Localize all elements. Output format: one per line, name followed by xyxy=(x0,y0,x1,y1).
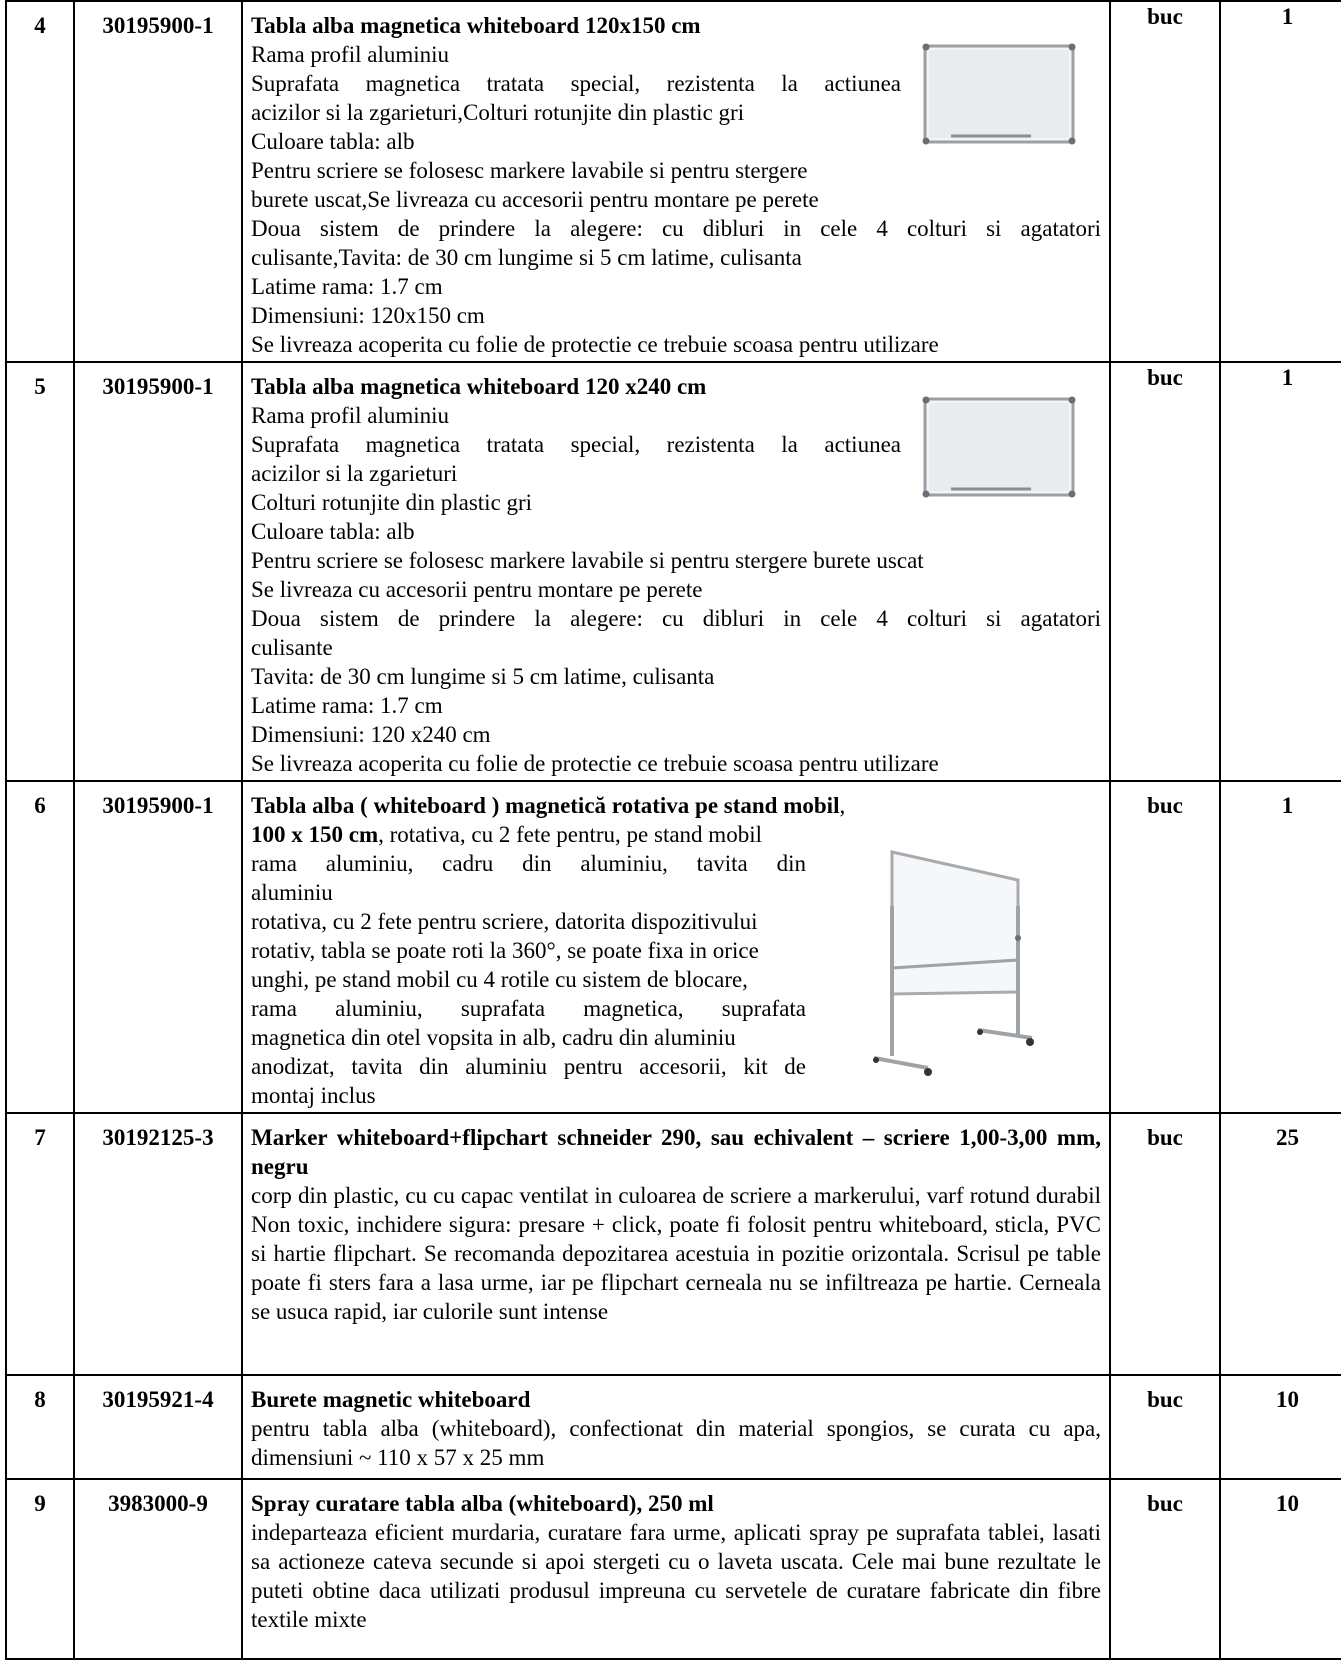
desc-line: Latime rama: 1.7 cm xyxy=(251,693,443,718)
item-number: 7 xyxy=(6,1113,74,1375)
table-row xyxy=(6,1375,1341,1479)
item-description xyxy=(242,1375,1110,1479)
item-title: Tabla alba magnetica whiteboard 120x150 cm xyxy=(251,13,701,38)
desc-line: Pentru scriere se folosesc markere lavabile si pentru stergere xyxy=(251,158,808,183)
item-title: Burete magnetic whiteboard xyxy=(251,1387,531,1412)
desc-line: aluminiu xyxy=(251,880,333,905)
desc-line: Dimensiuni: 120 x240 cm xyxy=(251,722,491,747)
rotating-whiteboard-image xyxy=(868,846,1038,1086)
desc-line: culisante,Tavita: de 30 cm lungime si 5 cm latime, culisanta xyxy=(251,245,802,270)
item-text: pentru tabla alba (whiteboard), confectionat din material spongios, se curata cu apa, dimensiuni ~ 110 x 57 x 25 mm xyxy=(251,1416,1101,1470)
item-number: 4 xyxy=(6,1,74,362)
item-title: Spray curatare tabla alba (whiteboard), 250 ml xyxy=(251,1491,714,1516)
desc-line: culisante xyxy=(251,635,333,660)
cpv-code: 30192125-3 xyxy=(74,1113,242,1375)
desc-line: Dimensiuni: 120x150 cm xyxy=(251,303,485,328)
product-spec-table xyxy=(5,0,1341,1660)
item-description xyxy=(242,1113,1110,1375)
desc-line: Doua sistem de prindere la alegere: cu dibluri in cele 4 colturi si agatatori xyxy=(251,216,1101,241)
desc-line: unghi, pe stand mobil cu 4 rotile cu sistem de blocare, xyxy=(251,967,748,992)
desc-line: rama aluminiu, suprafata magnetica, suprafata xyxy=(251,996,806,1021)
desc-line: Pentru scriere se folosesc markere lavabile si pentru stergere burete uscat xyxy=(251,548,924,573)
table-row xyxy=(6,1,1341,362)
desc-line: Tavita: de 30 cm lungime si 5 cm latime, culisanta xyxy=(251,664,715,689)
unit-cell: buc xyxy=(1110,1113,1220,1375)
unit-cell: buc xyxy=(1110,781,1220,1113)
desc-line: Colturi rotunjite din plastic gri xyxy=(251,490,533,515)
desc-line: acizilor si la zgarieturi,Colturi rotunjite din plastic gri xyxy=(251,100,745,125)
item-title: Tabla alba magnetica whiteboard 120 x240 cm xyxy=(251,374,707,399)
cpv-code: 30195900-1 xyxy=(74,781,242,1113)
desc-line: Se livreaza cu accesorii pentru montare pe perete xyxy=(251,577,703,602)
desc-line: Suprafata magnetica tratata special, rezistenta la actiunea xyxy=(251,432,901,457)
unit-cell: buc xyxy=(1110,362,1220,781)
desc-line: Se livreaza acoperita cu folie de protectie ce trebuie scoasa pentru utilizare xyxy=(251,751,939,776)
cpv-code: 3983000-9 xyxy=(74,1479,242,1659)
quantity-cell: 1 xyxy=(1220,1,1341,362)
quantity-cell: 10 xyxy=(1220,1479,1341,1659)
unit-cell: buc xyxy=(1110,1,1220,362)
whiteboard-image xyxy=(921,393,1079,501)
item-number: 6 xyxy=(6,781,74,1113)
desc-line: Suprafata magnetica tratata special, rezistenta la actiunea xyxy=(251,71,901,96)
desc-line: rotativ, tabla se poate roti la 360°, se poate fixa in orice xyxy=(251,938,759,963)
cpv-code: 30195900-1 xyxy=(74,1,242,362)
quantity-cell: 25 xyxy=(1220,1113,1341,1375)
cpv-code: 30195921-4 xyxy=(74,1375,242,1479)
table-row xyxy=(6,1113,1341,1375)
desc-line: Culoare tabla: alb xyxy=(251,519,415,544)
item-description xyxy=(242,781,1110,1113)
quantity-cell: 1 xyxy=(1220,362,1341,781)
desc-line: anodizat, tavita din aluminiu pentru accesorii, kit de xyxy=(251,1054,806,1079)
item-number: 5 xyxy=(6,362,74,781)
desc-line: Doua sistem de prindere la alegere: cu dibluri in cele 4 colturi si agatatori xyxy=(251,606,1101,631)
item-number: 9 xyxy=(6,1479,74,1659)
table-row xyxy=(6,362,1341,781)
item-size: 100 x 150 cm xyxy=(251,822,379,847)
size-rest: , rotativa, cu 2 fete pentru, pe stand mobil xyxy=(378,822,762,847)
unit-cell: buc xyxy=(1110,1479,1220,1659)
quantity-cell: 10 xyxy=(1220,1375,1341,1479)
desc-line: acizilor si la zgarieturi xyxy=(251,461,458,486)
item-text: indeparteaza eficient murdaria, curatare fara urme, aplicati spray pe suprafata tablei, lasati sa actioneze cateva secunde si apoi stergeti cu o laveta uscata. Cele mai bune rezultate le puteti obtine daca utilizati produsul impreuna cu servetele de curatare fabricate din fibre textile mixte xyxy=(251,1520,1101,1632)
table-row xyxy=(6,1479,1341,1659)
desc-line: Rama profil aluminiu xyxy=(251,403,450,428)
item-description xyxy=(242,1479,1110,1659)
desc-line: magnetica din otel vopsita in alb, cadru din aluminiu xyxy=(251,1025,736,1050)
desc-line: Latime rama: 1.7 cm xyxy=(251,274,443,299)
item-description xyxy=(242,1,1110,362)
desc-line: rotativa, cu 2 fete pentru scriere, datorita dispozitivului xyxy=(251,909,758,934)
desc-line: montaj inclus xyxy=(251,1083,376,1108)
item-number: 8 xyxy=(6,1375,74,1479)
cpv-code: 30195900-1 xyxy=(74,362,242,781)
whiteboard-image xyxy=(921,40,1079,148)
desc-line: Culoare tabla: alb xyxy=(251,129,415,154)
title-suffix: , xyxy=(839,793,846,818)
desc-line: burete uscat,Se livreaza cu accesorii pentru montare pe perete xyxy=(251,187,819,212)
item-title: Marker whiteboard+flipchart schneider 290, sau echivalent – scriere 1,00-3,00 mm, negru xyxy=(251,1125,1101,1179)
table-row xyxy=(6,781,1341,1113)
quantity-cell: 1 xyxy=(1220,781,1341,1113)
unit-cell: buc xyxy=(1110,1375,1220,1479)
item-description xyxy=(242,362,1110,781)
desc-line: Se livreaza acoperita cu folie de protectie ce trebuie scoasa pentru utilizare xyxy=(251,332,939,357)
desc-line: rama aluminiu, cadru din aluminiu, tavita din xyxy=(251,851,806,876)
desc-line: Rama profil aluminiu xyxy=(251,42,450,67)
item-title: Tabla alba ( whiteboard ) magnetică rotativa pe stand mobil xyxy=(251,793,840,818)
item-text: corp din plastic, cu cu capac ventilat in culoarea de scriere a markerului, varf rotund durabil Non toxic, inchidere sigura: presare + click, poate fi folosit pentru whiteboard, sticla, PVC si hartie flipchart. Se recomanda depozitarea acestuia in pozitie orizontala. Scrisul pe table poate fi sters fara a lasa urme, iar pe flipchart cerneala nu se infiltreaza pe hartie. Cerneala se usuca rapid, iar culorile sunt intense xyxy=(251,1183,1101,1324)
